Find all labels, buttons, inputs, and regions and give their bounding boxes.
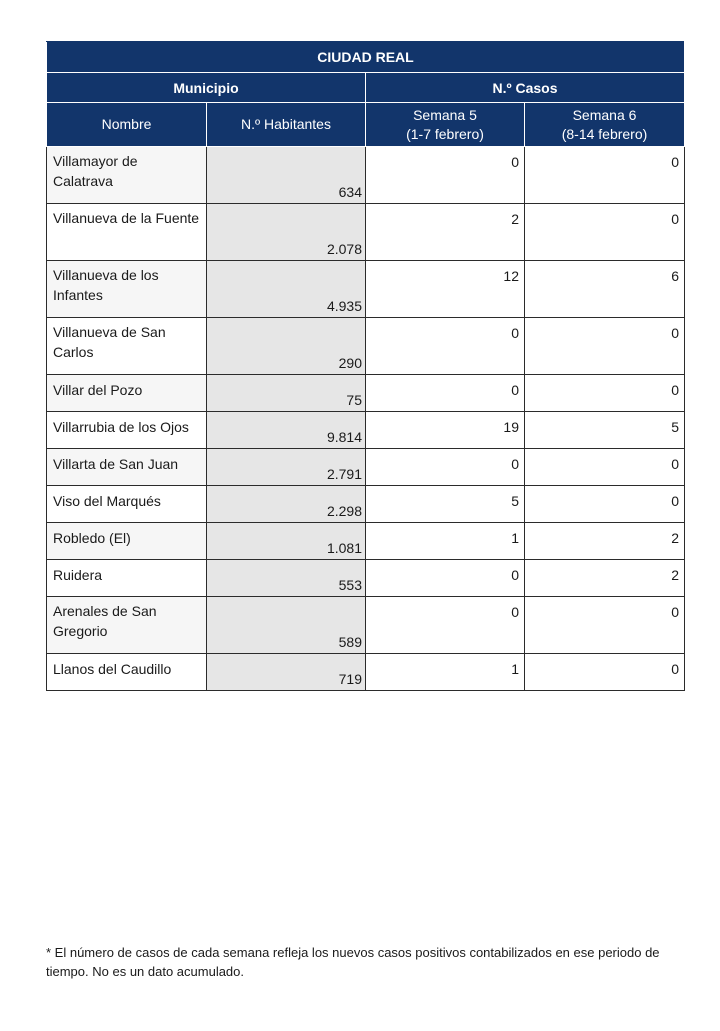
semana6-cases: 0 — [525, 486, 685, 523]
semana6-cases: 0 — [525, 449, 685, 486]
column-header-habitantes: N.º Habitantes — [207, 103, 366, 147]
semana5-cases: 5 — [366, 486, 525, 523]
municipio-name: Ruidera — [47, 560, 207, 597]
semana6-cases: 6 — [525, 261, 685, 318]
municipio-name: Villar del Pozo — [47, 375, 207, 412]
table-row — [47, 654, 685, 691]
semana6-range: (8-14 febrero) — [561, 125, 648, 142]
habitantes-value: 2.791 — [207, 449, 366, 486]
semana6-cases: 0 — [525, 654, 685, 691]
municipio-name: Villanueva de los Infantes — [47, 261, 207, 318]
habitantes-value: 4.935 — [207, 261, 366, 318]
column-header-row — [47, 103, 685, 147]
semana5-label: Semana 5 — [413, 106, 477, 123]
habitantes-value: 719 — [207, 654, 366, 691]
table-row — [47, 204, 685, 261]
semana5-cases: 1 — [366, 654, 525, 691]
semana6-cases: 0 — [525, 597, 685, 654]
table-row — [47, 261, 685, 318]
semana6-cases: 0 — [525, 204, 685, 261]
semana5-cases: 19 — [366, 412, 525, 449]
municipio-name: Villanueva de San Carlos — [47, 318, 207, 375]
column-header-semana5 — [366, 103, 525, 147]
semana6-cases: 0 — [525, 318, 685, 375]
municipio-name: Arenales de San Gregorio — [47, 597, 207, 654]
cases-table — [46, 41, 685, 691]
table-row — [47, 375, 685, 412]
table-row — [47, 597, 685, 654]
semana5-cases: 0 — [366, 560, 525, 597]
table-title: CIUDAD REAL — [47, 42, 685, 73]
semana5-cases: 0 — [366, 318, 525, 375]
table-row — [47, 523, 685, 560]
group-header-row — [47, 73, 685, 103]
table-row — [47, 318, 685, 375]
municipio-name: Viso del Marqués — [47, 486, 207, 523]
semana5-cases: 12 — [366, 261, 525, 318]
municipio-name: Villamayor de Calatrava — [47, 147, 207, 204]
group-header-casos: N.º Casos — [366, 73, 685, 103]
semana6-label: Semana 6 — [572, 106, 637, 123]
municipio-name: Robledo (El) — [47, 523, 207, 560]
habitantes-value: 634 — [207, 147, 366, 204]
semana5-cases: 1 — [366, 523, 525, 560]
table-row — [47, 486, 685, 523]
semana6-cases: 2 — [525, 523, 685, 560]
semana5-range: (1-7 febrero) — [406, 125, 484, 142]
habitantes-value: 75 — [207, 375, 366, 412]
habitantes-value: 553 — [207, 560, 366, 597]
table-title-row — [47, 42, 685, 73]
municipio-name: Villarta de San Juan — [47, 449, 207, 486]
table-row — [47, 147, 685, 204]
semana6-cases: 2 — [525, 560, 685, 597]
habitantes-value: 290 — [207, 318, 366, 375]
habitantes-value: 9.814 — [207, 412, 366, 449]
habitantes-value: 1.081 — [207, 523, 366, 560]
semana6-cases: 0 — [525, 147, 685, 204]
habitantes-value: 2.298 — [207, 486, 366, 523]
semana5-cases: 0 — [366, 147, 525, 204]
semana6-cases: 0 — [525, 375, 685, 412]
habitantes-value: 2.078 — [207, 204, 366, 261]
semana5-cases: 0 — [366, 449, 525, 486]
municipio-name: Villanueva de la Fuente — [47, 204, 207, 261]
semana5-cases: 2 — [366, 204, 525, 261]
column-header-nombre: Nombre — [47, 103, 207, 147]
semana6-cases: 5 — [525, 412, 685, 449]
table-row — [47, 560, 685, 597]
table-row — [47, 449, 685, 486]
semana5-cases: 0 — [366, 375, 525, 412]
municipio-name: Llanos del Caudillo — [47, 654, 207, 691]
column-header-semana6 — [525, 103, 685, 147]
municipio-name: Villarrubia de los Ojos — [47, 412, 207, 449]
habitantes-value: 589 — [207, 597, 366, 654]
semana5-cases: 0 — [366, 597, 525, 654]
group-header-municipio: Municipio — [47, 73, 366, 103]
table-row — [47, 412, 685, 449]
footnote: * El número de casos de cada semana refleja los nuevos casos positivos contabilizados en ese periodo de tiempo. No es un dato acumulado. — [46, 945, 660, 979]
